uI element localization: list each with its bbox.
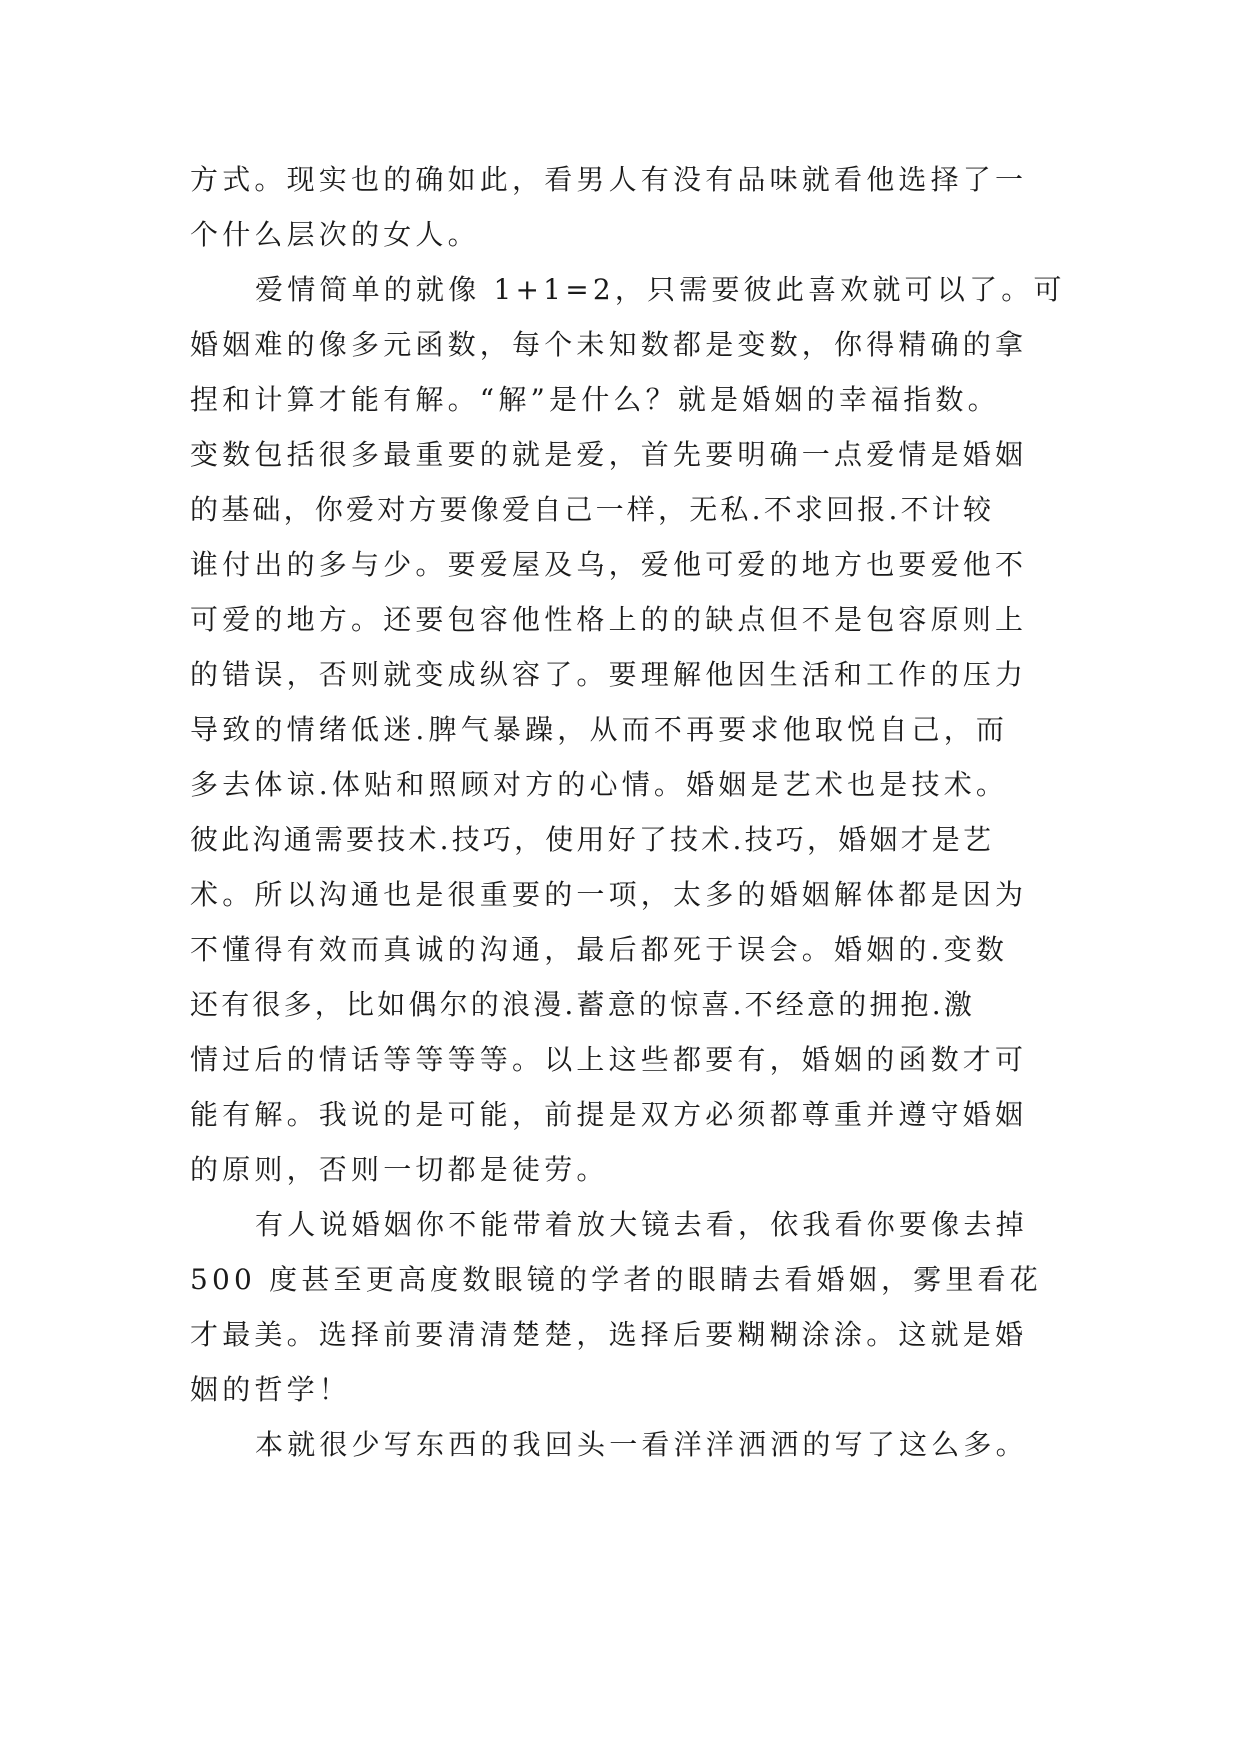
- text-line: 捏和计算才能有解。“解”是什么？就是婚姻的幸福指数。: [190, 383, 1000, 416]
- text-line: 的原则，否则一切都是徒劳。: [190, 1153, 609, 1186]
- text-line: 多去体谅.体贴和照顾对方的心情。婚姻是艺术也是技术。: [190, 768, 1009, 801]
- text-line: 术。所以沟通也是很重要的一项，太多的婚姻解体都是因为: [190, 878, 1028, 911]
- paragraph-first-line: 爱情简单的就像 1+1=2，只需要彼此喜欢就可以了。可: [255, 273, 1066, 306]
- text-line: 500 度甚至更高度数眼镜的学者的眼睛去看婚姻，雾里看花: [190, 1263, 1042, 1296]
- text-line: 导致的情绪低迷.脾气暴躁，从而不再要求他取悦自己，而: [190, 713, 1009, 746]
- text-line: 的基础，你爱对方要像爱自己一样，无私.不求回报.不计较: [190, 493, 995, 526]
- text-line: 情过后的情话等等等等。以上这些都要有，婚姻的函数才可: [190, 1043, 1028, 1076]
- text-line: 婚姻难的像多元函数，每个未知数都是变数，你得精确的拿: [190, 328, 1028, 361]
- text-line: 彼此沟通需要技术.技巧，使用好了技术.技巧，婚姻才是艺: [190, 823, 995, 856]
- paragraph-first-line: 本就很少写东西的我回头一看洋洋洒洒的写了这么多。: [255, 1428, 1028, 1461]
- text-line: 可爱的地方。还要包容他性格上的的缺点但不是包容原则上: [190, 603, 1028, 636]
- text-line: 姻的哲学！: [190, 1373, 352, 1406]
- text-line: 个什么层次的女人。: [190, 218, 480, 251]
- text-line: 方式。现实也的确如此，看男人有没有品味就看他选择了一: [190, 163, 1028, 196]
- text-line: 谁付出的多与少。要爱屋及乌，爱他可爱的地方也要爱他不: [190, 548, 1028, 581]
- text-line: 不懂得有效而真诚的沟通，最后都死于误会。婚姻的.变数: [190, 933, 1009, 966]
- text-line: 变数包括很多最重要的就是爱，首先要明确一点爱情是婚姻: [190, 438, 1028, 471]
- text-line: 才最美。选择前要清清楚楚，选择后要糊糊涂涂。这就是婚: [190, 1318, 1028, 1351]
- text-line: 的错误，否则就变成纵容了。要理解他因生活和工作的压力: [190, 658, 1028, 691]
- body-text: [190, 152, 1066, 1472]
- paragraph-first-line: 有人说婚姻你不能带着放大镜去看，依我看你要像去掉: [255, 1208, 1028, 1241]
- text-line: 还有很多，比如偶尔的浪漫.蓄意的惊喜.不经意的拥抱.激: [190, 988, 976, 1021]
- text-line: 能有解。我说的是可能，前提是双方必须都尊重并遵守婚姻: [190, 1098, 1028, 1131]
